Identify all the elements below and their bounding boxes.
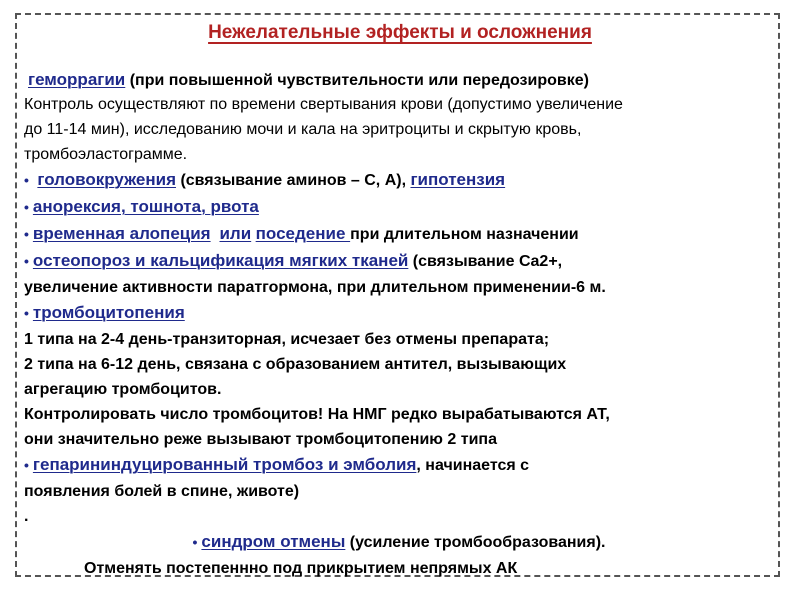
anorexia-term: анорексия, тошнота, рвота	[32, 197, 259, 216]
thrombocytopenia-type2-cont: агрегацию тромбоцитов.	[24, 381, 222, 398]
bullet-icon: •	[24, 457, 29, 473]
greying-term: поседение	[255, 224, 351, 243]
osteoporosis-line	[24, 248, 784, 275]
osteoporosis-term: остеопороз и кальцификация мягких тканей	[32, 251, 409, 270]
dizziness-note: (связывание аминов – С, А),	[176, 172, 411, 189]
thrombocytopenia-control: Контролировать число тромбоцитов! На НМГ редко вырабатываются АТ,	[24, 406, 610, 423]
hit-line-2: появления болей в спине, животе)	[24, 483, 300, 500]
withdrawal-term: синдром отмены	[201, 532, 346, 551]
alopecia-note: при длительном назначении	[350, 226, 579, 243]
hemorrhage-control-line-3: тромбоэластограмме.	[24, 146, 188, 163]
thrombocytopenia-control-cont: они значительно реже вызывают тромбоцитопению 2 типа	[24, 431, 497, 448]
alopecia-term: временная алопеция	[32, 224, 211, 243]
anorexia-line	[24, 194, 784, 221]
separator-dot: .	[24, 508, 29, 525]
hemorrhage-term: геморрагии	[28, 70, 126, 89]
hit-note: , начинается с	[416, 457, 530, 474]
or-word: или	[219, 224, 252, 243]
bullet-icon: •	[192, 534, 198, 550]
bullet-icon: •	[24, 172, 29, 188]
slide-content	[24, 67, 784, 581]
bullet-icon: •	[24, 253, 29, 269]
hit-term: гепарининдуцированный тромбоз и эмболия	[32, 455, 417, 474]
bullet-icon: •	[24, 226, 29, 242]
bullet-icon: •	[24, 199, 29, 215]
withdrawal-line	[24, 529, 784, 556]
slide-title	[0, 22, 800, 44]
hemorrhage-control-line-1: Контроль осуществляют по времени свертывания крови (допустимо увеличение	[24, 96, 623, 113]
osteoporosis-line-2: увеличение активности паратгормона, при длительном применении-6 м.	[24, 279, 606, 296]
withdrawal-note: (усиление тромбообразования).	[345, 534, 606, 551]
hemorrhage-note: (при повышенной чувствительности или передозировке)	[125, 72, 589, 89]
thrombocytopenia-term: тромбоцитопения	[32, 303, 185, 322]
thrombocytopenia-line	[24, 300, 784, 327]
bullet-icon: •	[24, 305, 29, 321]
withdrawal-line-2: Отменять постепеннно под прикрытием непрямых АК	[84, 560, 518, 577]
hit-line	[24, 452, 784, 479]
osteoporosis-note: (связывание Ca2+,	[408, 253, 563, 270]
thrombocytopenia-type2: 2 типа на 6-12 день, связана с образованием антител, вызывающих	[24, 356, 567, 373]
hypotension-term: гипотензия	[410, 170, 506, 189]
dizziness-term: головокружения	[37, 170, 176, 189]
hemorrhage-control-line-2: до 11-14 мин), исследованию мочи и кала на эритроциты и скрытую кровь,	[24, 121, 582, 138]
slide-title-text: Нежелательные эффекты и осложнения	[208, 22, 592, 43]
thrombocytopenia-type1: 1 типа на 2-4 день-транзиторная, исчезает без отмены препарата;	[24, 331, 550, 348]
alopecia-line	[24, 221, 784, 248]
dizziness-line	[24, 167, 784, 194]
hemorrhage-line	[24, 67, 784, 92]
